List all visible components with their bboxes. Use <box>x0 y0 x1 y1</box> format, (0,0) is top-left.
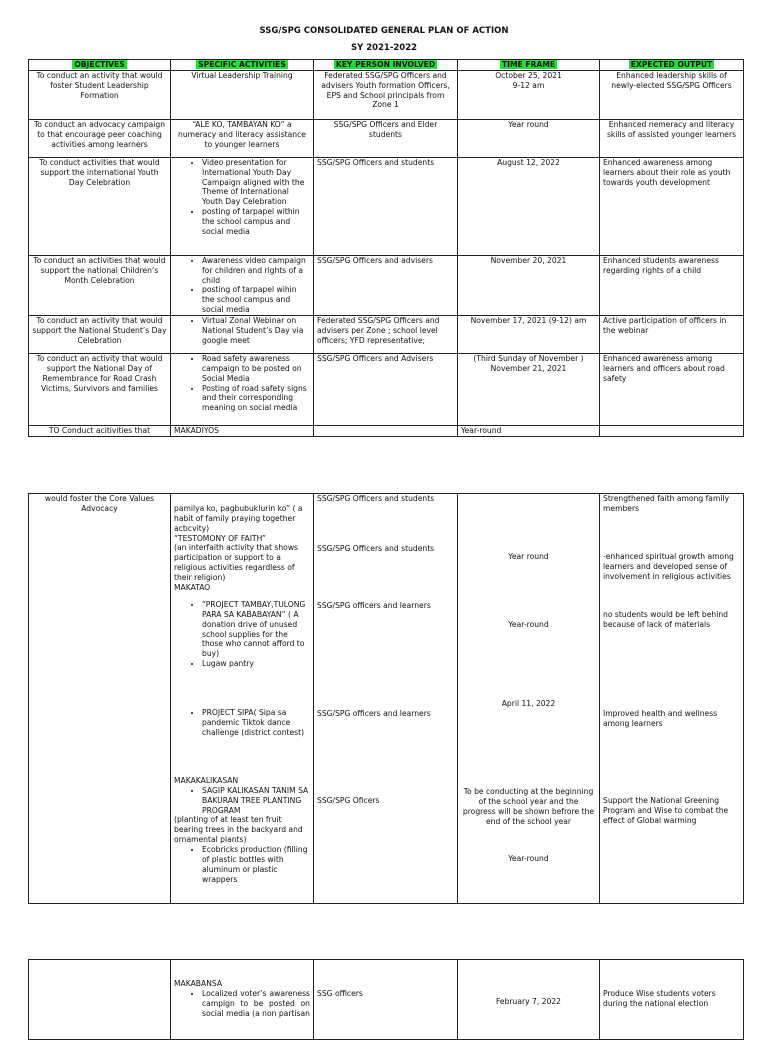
key-person-text: SSG/SPG officers and learners <box>317 709 431 718</box>
expected-output-text: Support the National Greening Program and Wise to combat the effect of Global warming <box>603 796 729 825</box>
activity-cell <box>171 316 314 354</box>
time-frame-text: February 7, 2022 <box>495 997 562 1006</box>
objective-cell: TO Conduct acitivities that <box>29 426 171 437</box>
key-person-cell <box>314 494 458 904</box>
activity-bullet: • Localized voter’s awareness campign to be posted on social media (a non partisan <box>202 989 310 1019</box>
activity-bullet: • Awareness video campaign for children and rights of a child <box>202 256 310 286</box>
expected-output-text: no students would be left behind because of lack of materials <box>603 610 728 629</box>
time-frame-cell <box>458 960 600 1040</box>
expected-output-text: Produce Wise students voters during the national election <box>603 989 716 1008</box>
header-row <box>29 60 744 71</box>
activity-bullet: • Virtual Zonal Webinar on National Student’s Day via google meet <box>202 316 310 346</box>
objective-cell: To conduct activities that would support the international Youth Day Celebration <box>29 157 171 255</box>
activity-cell: “ALE KO, TAMBAYAN KO” a numeracy and literacy assistance to younger learners <box>171 119 314 157</box>
table-row <box>29 316 744 354</box>
table-row <box>29 354 744 426</box>
expected-output-text: Improved health and wellness among learners <box>603 709 718 728</box>
expected-output-cell: Active participation of officers in the webinar <box>600 316 744 354</box>
table-row <box>29 960 744 1040</box>
table-row <box>29 255 744 315</box>
expected-output-cell <box>600 494 744 904</box>
plan-table-page2 <box>28 493 744 904</box>
key-person-text: SSG/SPG Oficers <box>317 796 380 805</box>
plan-table-page1 <box>28 59 744 437</box>
key-person-text: SSG/SPG officers and learners <box>317 601 431 610</box>
activity-text: (an interfaith activity that shows participation or support to a religious activities regardless of their religion) <box>174 543 298 583</box>
key-person-cell <box>314 960 458 1040</box>
plan-table-page3 <box>28 959 744 1040</box>
table-row <box>29 119 744 157</box>
activity-text: pamilya ko, pagbubuklurin ko” ( a habit of family praying together actıcvity) <box>174 504 303 533</box>
time-frame-cell: August 12, 2022 <box>458 157 600 255</box>
objective-cell: To conduct an activities that would support the national Children’s Month Celebration <box>29 255 171 315</box>
time-frame-cell: November 17, 2021 (9-12) am <box>458 316 600 354</box>
time-frame-cell: Year-round <box>458 426 600 437</box>
activity-bullet: • Road safety awareness campaign to be posted on Social Media <box>202 354 310 384</box>
expected-output-cell <box>600 426 744 437</box>
activity-cell <box>171 157 314 255</box>
time-frame-cell: Year round <box>458 119 600 157</box>
objective-cell: To conduct an advocacy campaign to that encourage peer coaching activities among learners <box>29 119 171 157</box>
activity-bullet: • posting of tarpapel within the school campus and social media <box>202 207 310 237</box>
expected-output-cell: Enhanced awareness among learners and officers about road safety <box>600 354 744 426</box>
time-frame-text: April 11, 2022 <box>501 699 556 708</box>
activity-bullet: • Posting of road safety signs and their corresponding meaning on social media <box>202 384 310 414</box>
activity-cell <box>171 960 314 1040</box>
expected-output-cell: Enhanced leadership skills of newly-elected SSG/SPG Officers <box>600 70 744 119</box>
header-specific-activities: SPECIFIC ACTIVITIES <box>171 60 314 71</box>
table-row <box>29 157 744 255</box>
activity-cell: MAKADIYOS <box>171 426 314 437</box>
time-frame-text: To be conducting at the beginning of the school year and the progress will be shown befrore the end of the school year <box>462 787 595 826</box>
activity-bullet: • Ecobricks production (filling of plastic bottles with aluminum or plastic wrappers <box>202 845 310 884</box>
expected-output-cell <box>600 960 744 1040</box>
activity-cell: Virtual Leadership Training <box>171 70 314 119</box>
activity-cell <box>171 354 314 426</box>
activity-bullet: • posting of tarpapel wihin the school campus and social media <box>202 285 310 315</box>
activity-text: (planting of at least ten fruit bearing trees in the backyard and ornamental plants) <box>174 815 303 845</box>
table-row <box>29 494 744 904</box>
activity-bullet: • PROJECT SIPA( Sipa sa pandemic Tiktok dance challenge (district contest) <box>202 708 310 738</box>
key-person-text: SSG officers <box>317 989 363 998</box>
activity-bullet: • SAGIP KALIKASAN TANIM SA BAKURAN TREE PLANTING PROGRAM <box>202 786 310 816</box>
activity-heading: MAKAKALIKASAN <box>174 776 239 785</box>
expected-output-cell: Enhanced students awareness regarding rights of a child <box>600 255 744 315</box>
activity-bullet: • Lugaw pantry <box>202 659 310 669</box>
activity-cell <box>171 494 314 904</box>
key-person-cell: Federated SSG/SPG Officers and advisers Youth formation Officers, EPS and School principals from Zone 1 <box>314 70 458 119</box>
objective-cell: would foster the Core Values Advocacy <box>29 494 171 904</box>
expected-output-text: Strengthened faith among family members <box>603 494 730 513</box>
time-frame-text: Year-round <box>508 854 549 863</box>
activity-cell <box>171 255 314 315</box>
expected-output-cell: Enhanced nemeracy and literacy skills of assisted younger learners <box>600 119 744 157</box>
time-frame-text: Year-round <box>508 620 549 629</box>
time-frame-cell <box>458 494 600 904</box>
key-person-cell: SSG/SPG Officers and advisers <box>314 255 458 315</box>
time-frame-text: Year round <box>508 552 549 561</box>
key-person-cell: Federated SSG/SPG Officers and advisers per Zone ; school level officers; YFD representative; <box>314 316 458 354</box>
time-frame-cell: October 25, 2021 9-12 am <box>458 70 600 119</box>
activity-text: “TESTOMONY OF FAITH” <box>174 533 266 543</box>
key-person-cell: SSG/SPG Officers and Elder students <box>314 119 458 157</box>
table-row <box>29 426 744 437</box>
header-key-person: KEY PERSON INVOLVED <box>314 60 458 71</box>
objective-cell: To conduct an activity that would support the National Day of Remembrance for Road Crash Victims, Survivors and families <box>29 354 171 426</box>
header-expected-output: EXPECTED OUTPUT <box>600 60 744 71</box>
header-time-frame: TIME FRAME <box>458 60 600 71</box>
document-title: SSG/SPG CONSOLIDATED GENERAL PLAN OF ACTION <box>259 26 509 36</box>
key-person-text: SSG/SPG Officers and students <box>317 544 435 553</box>
key-person-text: SSG/SPG Officers and students <box>317 494 435 503</box>
school-year: SY 2021-2022 <box>350 43 418 53</box>
header-objectives: OBJECTIVES <box>29 60 171 71</box>
key-person-cell: SSG/SPG Officers and students <box>314 157 458 255</box>
expected-output-text: -enhanced spiritual growth among learners and developed sense of involvement in religious activities <box>603 552 734 581</box>
objective-cell: To conduct an activity that would support the National Student’s Day Celebration <box>29 316 171 354</box>
activity-bullet: • Video presentation for International Youth Day Campaign aligned with the Theme of International Youth Day Celebration <box>202 158 310 207</box>
activity-heading: MAKATAO <box>174 582 211 592</box>
table-row <box>29 70 744 119</box>
objective-cell <box>29 960 171 1040</box>
activity-heading: MAKABANSA <box>174 979 223 988</box>
time-frame-cell: November 20, 2021 <box>458 255 600 315</box>
activity-bullet: • “PROJECT TAMBAY,TULONG PARA SA KABABAYAN” ( A donation drive of unused school supplies for the those who cannot afford to buy) <box>202 600 310 659</box>
key-person-cell: SSG/SPG Officers and Advisers <box>314 354 458 426</box>
time-frame-cell: (Third Sunday of November ) November 21, 2021 <box>458 354 600 426</box>
objective-cell: To conduct an activity that would foster Student Leadership Formation <box>29 70 171 119</box>
expected-output-cell: Enhanced awareness among learners about their role as youth towards youth development <box>600 157 744 255</box>
key-person-cell <box>314 426 458 437</box>
